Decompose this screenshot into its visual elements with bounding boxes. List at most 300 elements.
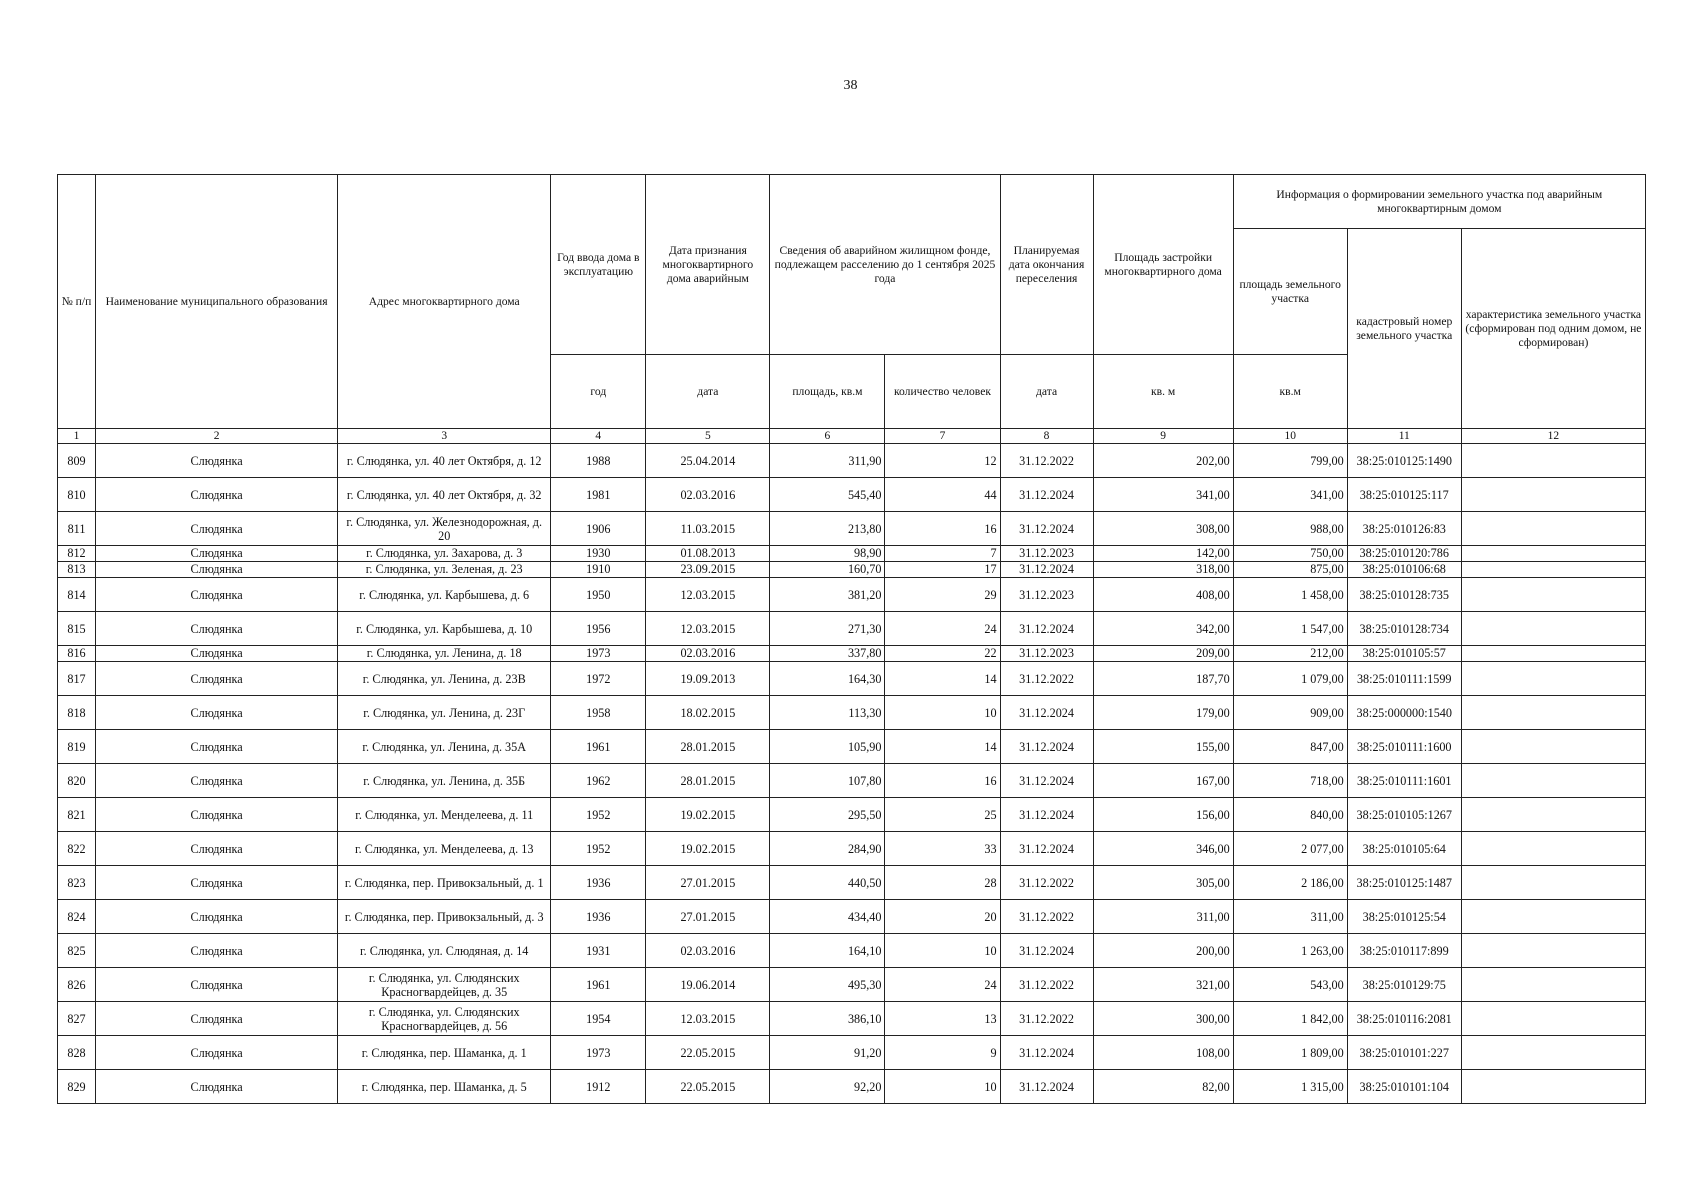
recognition-date-cell: 01.08.2013	[646, 546, 770, 562]
planned-date-cell: 31.12.2023	[1000, 546, 1093, 562]
area-cell: 213,80	[770, 512, 885, 546]
people-cell: 14	[885, 730, 1000, 764]
land-area-cell: 1 315,00	[1233, 1070, 1347, 1104]
address-cell: г. Слюдянка, ул. Слюдяная, д. 14	[338, 934, 551, 968]
building-area-cell: 300,00	[1093, 1002, 1233, 1036]
cadastral-cell: 38:25:010105:57	[1347, 646, 1461, 662]
column-number: 1	[58, 429, 96, 444]
people-cell: 24	[885, 612, 1000, 646]
address-cell: г. Слюдянка, пер. Шаманка, д. 5	[338, 1070, 551, 1104]
header-num: № п/п	[58, 175, 96, 429]
planned-date-cell: 31.12.2022	[1000, 866, 1093, 900]
planned-date-cell: 31.12.2022	[1000, 900, 1093, 934]
row-number: 817	[58, 662, 96, 696]
planned-date-cell: 31.12.2022	[1000, 1002, 1093, 1036]
cadastral-cell: 38:25:010125:54	[1347, 900, 1461, 934]
building-area-cell: 187,70	[1093, 662, 1233, 696]
unit-sqm2: кв.м	[1233, 355, 1347, 429]
year-cell: 1930	[551, 546, 646, 562]
cadastral-cell: 38:25:010117:899	[1347, 934, 1461, 968]
table-body	[58, 444, 1646, 1104]
address-cell: г. Слюдянка, ул. Захарова, д. 3	[338, 546, 551, 562]
municipality-cell: Слюдянка	[96, 612, 338, 646]
cadastral-cell: 38:25:010101:227	[1347, 1036, 1461, 1070]
building-area-cell: 342,00	[1093, 612, 1233, 646]
year-cell: 1961	[551, 968, 646, 1002]
building-area-cell: 179,00	[1093, 696, 1233, 730]
building-area-cell: 200,00	[1093, 934, 1233, 968]
year-cell: 1912	[551, 1070, 646, 1104]
unit-date2: дата	[1000, 355, 1093, 429]
municipality-cell: Слюдянка	[96, 968, 338, 1002]
building-area-cell: 209,00	[1093, 646, 1233, 662]
address-cell: г. Слюдянка, ул. Карбышева, д. 10	[338, 612, 551, 646]
year-cell: 1954	[551, 1002, 646, 1036]
header-address: Адрес многоквартирного дома	[338, 175, 551, 429]
land-char-cell	[1461, 900, 1645, 934]
land-char-cell	[1461, 646, 1645, 662]
planned-date-cell: 31.12.2022	[1000, 444, 1093, 478]
area-cell: 92,20	[770, 1070, 885, 1104]
land-area-cell: 543,00	[1233, 968, 1347, 1002]
planned-date-cell: 31.12.2024	[1000, 832, 1093, 866]
header-cadastral: кадастровый номер земельного участка	[1347, 229, 1461, 429]
people-cell: 20	[885, 900, 1000, 934]
people-cell: 9	[885, 1036, 1000, 1070]
land-area-cell: 750,00	[1233, 546, 1347, 562]
row-number: 815	[58, 612, 96, 646]
row-number: 824	[58, 900, 96, 934]
land-area-cell: 799,00	[1233, 444, 1347, 478]
land-area-cell: 2 186,00	[1233, 866, 1347, 900]
cadastral-cell: 38:25:010116:2081	[1347, 1002, 1461, 1036]
row-number: 822	[58, 832, 96, 866]
table-row	[58, 612, 1646, 646]
people-cell: 14	[885, 662, 1000, 696]
table-row	[58, 1070, 1646, 1104]
recognition-date-cell: 18.02.2015	[646, 696, 770, 730]
table-row	[58, 546, 1646, 562]
row-number: 826	[58, 968, 96, 1002]
row-number: 821	[58, 798, 96, 832]
cadastral-cell: 38:25:010125:1490	[1347, 444, 1461, 478]
land-char-cell	[1461, 866, 1645, 900]
recognition-date-cell: 28.01.2015	[646, 764, 770, 798]
municipality-cell: Слюдянка	[96, 444, 338, 478]
area-cell: 105,90	[770, 730, 885, 764]
land-char-cell	[1461, 1036, 1645, 1070]
land-area-cell: 311,00	[1233, 900, 1347, 934]
land-area-cell: 1 458,00	[1233, 578, 1347, 612]
header-land-area: площадь земельного участка	[1233, 229, 1347, 355]
table-row	[58, 764, 1646, 798]
planned-date-cell: 31.12.2024	[1000, 562, 1093, 578]
planned-date-cell: 31.12.2024	[1000, 934, 1093, 968]
planned-date-cell: 31.12.2023	[1000, 646, 1093, 662]
year-cell: 1962	[551, 764, 646, 798]
people-cell: 10	[885, 934, 1000, 968]
column-number-row	[58, 429, 1646, 444]
recognition-date-cell: 02.03.2016	[646, 646, 770, 662]
cadastral-cell: 38:25:010111:1601	[1347, 764, 1461, 798]
cadastral-cell: 38:25:010120:786	[1347, 546, 1461, 562]
building-area-cell: 408,00	[1093, 578, 1233, 612]
municipality-cell: Слюдянка	[96, 1036, 338, 1070]
year-cell: 1973	[551, 646, 646, 662]
row-number: 825	[58, 934, 96, 968]
land-char-cell	[1461, 546, 1645, 562]
header-emergency-info: Сведения об аварийном жилищном фонде, подлежащем расселению до 1 сентября 2025 года	[770, 175, 1000, 355]
cadastral-cell: 38:25:010105:1267	[1347, 798, 1461, 832]
unit-sqm: кв. м	[1093, 355, 1233, 429]
area-cell: 337,80	[770, 646, 885, 662]
table-row	[58, 1002, 1646, 1036]
land-area-cell: 1 842,00	[1233, 1002, 1347, 1036]
building-area-cell: 155,00	[1093, 730, 1233, 764]
table-row	[58, 578, 1646, 612]
planned-date-cell: 31.12.2023	[1000, 578, 1093, 612]
land-char-cell	[1461, 934, 1645, 968]
municipality-cell: Слюдянка	[96, 696, 338, 730]
column-number: 2	[96, 429, 338, 444]
cadastral-cell: 38:25:010105:64	[1347, 832, 1461, 866]
building-area-cell: 346,00	[1093, 832, 1233, 866]
recognition-date-cell: 22.05.2015	[646, 1036, 770, 1070]
land-area-cell: 212,00	[1233, 646, 1347, 662]
address-cell: г. Слюдянка, ул. Менделеева, д. 11	[338, 798, 551, 832]
row-number: 809	[58, 444, 96, 478]
table-row	[58, 696, 1646, 730]
land-char-cell	[1461, 798, 1645, 832]
people-cell: 16	[885, 512, 1000, 546]
year-cell: 1981	[551, 478, 646, 512]
table-row	[58, 646, 1646, 662]
column-number: 5	[646, 429, 770, 444]
planned-date-cell: 31.12.2024	[1000, 478, 1093, 512]
address-cell: г. Слюдянка, ул. Менделеева, д. 13	[338, 832, 551, 866]
year-cell: 1936	[551, 900, 646, 934]
year-cell: 1906	[551, 512, 646, 546]
municipality-cell: Слюдянка	[96, 646, 338, 662]
land-area-cell: 875,00	[1233, 562, 1347, 578]
land-char-cell	[1461, 832, 1645, 866]
recognition-date-cell: 19.02.2015	[646, 832, 770, 866]
cadastral-cell: 38:25:010126:83	[1347, 512, 1461, 546]
row-number: 810	[58, 478, 96, 512]
year-cell: 1936	[551, 866, 646, 900]
municipality-cell: Слюдянка	[96, 578, 338, 612]
area-cell: 271,30	[770, 612, 885, 646]
land-char-cell	[1461, 1070, 1645, 1104]
building-area-cell: 311,00	[1093, 900, 1233, 934]
area-cell: 98,90	[770, 546, 885, 562]
planned-date-cell: 31.12.2024	[1000, 764, 1093, 798]
cadastral-cell: 38:25:010101:104	[1347, 1070, 1461, 1104]
land-area-cell: 840,00	[1233, 798, 1347, 832]
people-cell: 29	[885, 578, 1000, 612]
municipality-cell: Слюдянка	[96, 798, 338, 832]
row-number: 812	[58, 546, 96, 562]
land-area-cell: 2 077,00	[1233, 832, 1347, 866]
page-number: 38	[843, 78, 858, 93]
planned-date-cell: 31.12.2024	[1000, 1070, 1093, 1104]
unit-date: дата	[646, 355, 770, 429]
people-cell: 7	[885, 546, 1000, 562]
planned-date-cell: 31.12.2024	[1000, 612, 1093, 646]
recognition-date-cell: 11.03.2015	[646, 512, 770, 546]
address-cell: г. Слюдянка, ул. Ленина, д. 18	[338, 646, 551, 662]
building-area-cell: 108,00	[1093, 1036, 1233, 1070]
land-char-cell	[1461, 662, 1645, 696]
area-cell: 495,30	[770, 968, 885, 1002]
row-number: 828	[58, 1036, 96, 1070]
land-char-cell	[1461, 444, 1645, 478]
land-char-cell	[1461, 1002, 1645, 1036]
land-char-cell	[1461, 512, 1645, 546]
cadastral-cell: 38:25:010129:75	[1347, 968, 1461, 1002]
year-cell: 1952	[551, 832, 646, 866]
planned-date-cell: 31.12.2022	[1000, 968, 1093, 1002]
address-cell: г. Слюдянка, ул. 40 лет Октября, д. 12	[338, 444, 551, 478]
land-char-cell	[1461, 478, 1645, 512]
building-area-cell: 341,00	[1093, 478, 1233, 512]
address-cell: г. Слюдянка, ул. Ленина, д. 23Г	[338, 696, 551, 730]
table-row	[58, 444, 1646, 478]
cadastral-cell: 38:25:010128:735	[1347, 578, 1461, 612]
people-cell: 13	[885, 1002, 1000, 1036]
year-cell: 1961	[551, 730, 646, 764]
municipality-cell: Слюдянка	[96, 562, 338, 578]
people-cell: 17	[885, 562, 1000, 578]
area-cell: 311,90	[770, 444, 885, 478]
row-number: 818	[58, 696, 96, 730]
people-cell: 28	[885, 866, 1000, 900]
header-land-info: Информация о формировании земельного участка под аварийным многоквартирным домом	[1233, 175, 1645, 229]
land-area-cell: 1 079,00	[1233, 662, 1347, 696]
people-cell: 44	[885, 478, 1000, 512]
column-number: 7	[885, 429, 1000, 444]
planned-date-cell: 31.12.2024	[1000, 798, 1093, 832]
header-land-char: характеристика земельного участка (сформирован под одним домом, не сформирован)	[1461, 229, 1645, 429]
address-cell: г. Слюдянка, ул. Железнодорожная, д. 20	[338, 512, 551, 546]
area-cell: 164,30	[770, 662, 885, 696]
municipality-cell: Слюдянка	[96, 546, 338, 562]
municipality-cell: Слюдянка	[96, 1002, 338, 1036]
municipality-cell: Слюдянка	[96, 1070, 338, 1104]
table-row	[58, 934, 1646, 968]
address-cell: г. Слюдянка, ул. Слюдянских Красногвардейцев, д. 56	[338, 1002, 551, 1036]
municipality-cell: Слюдянка	[96, 866, 338, 900]
table-row	[58, 512, 1646, 546]
municipality-cell: Слюдянка	[96, 662, 338, 696]
recognition-date-cell: 23.09.2015	[646, 562, 770, 578]
building-area-cell: 321,00	[1093, 968, 1233, 1002]
row-number: 814	[58, 578, 96, 612]
land-char-cell	[1461, 968, 1645, 1002]
table-row	[58, 478, 1646, 512]
recognition-date-cell: 22.05.2015	[646, 1070, 770, 1104]
column-number: 8	[1000, 429, 1093, 444]
people-cell: 24	[885, 968, 1000, 1002]
recognition-date-cell: 12.03.2015	[646, 1002, 770, 1036]
cadastral-cell: 38:25:010111:1599	[1347, 662, 1461, 696]
recognition-date-cell: 27.01.2015	[646, 900, 770, 934]
cadastral-cell: 38:25:010128:734	[1347, 612, 1461, 646]
building-area-cell: 82,00	[1093, 1070, 1233, 1104]
address-cell: г. Слюдянка, пер. Шаманка, д. 1	[338, 1036, 551, 1070]
column-number: 3	[338, 429, 551, 444]
municipality-cell: Слюдянка	[96, 512, 338, 546]
land-area-cell: 341,00	[1233, 478, 1347, 512]
table-row	[58, 900, 1646, 934]
address-cell: г. Слюдянка, ул. Ленина, д. 35Б	[338, 764, 551, 798]
building-area-cell: 318,00	[1093, 562, 1233, 578]
recognition-date-cell: 27.01.2015	[646, 866, 770, 900]
header-municipality: Наименование муниципального образования	[96, 175, 338, 429]
header-recognition-date: Дата признания многоквартирного дома аварийным	[646, 175, 770, 355]
header-year: Год ввода дома в эксплуатацию	[551, 175, 646, 355]
recognition-date-cell: 25.04.2014	[646, 444, 770, 478]
row-number: 813	[58, 562, 96, 578]
address-cell: г. Слюдянка, ул. Ленина, д. 35А	[338, 730, 551, 764]
municipality-cell: Слюдянка	[96, 934, 338, 968]
table-row	[58, 798, 1646, 832]
column-number: 9	[1093, 429, 1233, 444]
area-cell: 386,10	[770, 1002, 885, 1036]
year-cell: 1931	[551, 934, 646, 968]
municipality-cell: Слюдянка	[96, 730, 338, 764]
recognition-date-cell: 28.01.2015	[646, 730, 770, 764]
planned-date-cell: 31.12.2022	[1000, 662, 1093, 696]
people-cell: 10	[885, 1070, 1000, 1104]
unit-area: площадь, кв.м	[770, 355, 885, 429]
land-char-cell	[1461, 612, 1645, 646]
table-row	[58, 662, 1646, 696]
year-cell: 1956	[551, 612, 646, 646]
area-cell: 113,30	[770, 696, 885, 730]
column-number: 10	[1233, 429, 1347, 444]
row-number: 827	[58, 1002, 96, 1036]
municipality-cell: Слюдянка	[96, 478, 338, 512]
row-number: 820	[58, 764, 96, 798]
land-area-cell: 1 547,00	[1233, 612, 1347, 646]
people-cell: 12	[885, 444, 1000, 478]
recognition-date-cell: 19.06.2014	[646, 968, 770, 1002]
table-row	[58, 562, 1646, 578]
land-area-cell: 847,00	[1233, 730, 1347, 764]
planned-date-cell: 31.12.2024	[1000, 730, 1093, 764]
area-cell: 381,20	[770, 578, 885, 612]
area-cell: 91,20	[770, 1036, 885, 1070]
municipality-cell: Слюдянка	[96, 900, 338, 934]
municipality-cell: Слюдянка	[96, 764, 338, 798]
land-char-cell	[1461, 562, 1645, 578]
header-planned-date: Планируемая дата окончания переселения	[1000, 175, 1093, 355]
column-number: 4	[551, 429, 646, 444]
year-cell: 1952	[551, 798, 646, 832]
building-area-cell: 142,00	[1093, 546, 1233, 562]
year-cell: 1972	[551, 662, 646, 696]
area-cell: 164,10	[770, 934, 885, 968]
area-cell: 434,40	[770, 900, 885, 934]
area-cell: 545,40	[770, 478, 885, 512]
address-cell: г. Слюдянка, пер. Привокзальный, д. 3	[338, 900, 551, 934]
recognition-date-cell: 12.03.2015	[646, 612, 770, 646]
planned-date-cell: 31.12.2024	[1000, 696, 1093, 730]
table-row	[58, 832, 1646, 866]
column-number: 12	[1461, 429, 1645, 444]
table-row	[58, 866, 1646, 900]
column-number: 6	[770, 429, 885, 444]
cadastral-cell: 38:25:010111:1600	[1347, 730, 1461, 764]
building-area-cell: 305,00	[1093, 866, 1233, 900]
emergency-housing-table	[57, 174, 1646, 1104]
recognition-date-cell: 19.09.2013	[646, 662, 770, 696]
area-cell: 284,90	[770, 832, 885, 866]
people-cell: 22	[885, 646, 1000, 662]
recognition-date-cell: 02.03.2016	[646, 934, 770, 968]
row-number: 811	[58, 512, 96, 546]
year-cell: 1958	[551, 696, 646, 730]
row-number: 819	[58, 730, 96, 764]
people-cell: 25	[885, 798, 1000, 832]
unit-people: количество человек	[885, 355, 1000, 429]
people-cell: 16	[885, 764, 1000, 798]
table-row	[58, 730, 1646, 764]
recognition-date-cell: 19.02.2015	[646, 798, 770, 832]
address-cell: г. Слюдянка, ул. 40 лет Октября, д. 32	[338, 478, 551, 512]
address-cell: г. Слюдянка, ул. Карбышева, д. 6	[338, 578, 551, 612]
year-cell: 1910	[551, 562, 646, 578]
cadastral-cell: 38:25:000000:1540	[1347, 696, 1461, 730]
address-cell: г. Слюдянка, ул. Ленина, д. 23В	[338, 662, 551, 696]
land-area-cell: 1 263,00	[1233, 934, 1347, 968]
recognition-date-cell: 12.03.2015	[646, 578, 770, 612]
row-number: 829	[58, 1070, 96, 1104]
area-cell: 160,70	[770, 562, 885, 578]
area-cell: 107,80	[770, 764, 885, 798]
address-cell: г. Слюдянка, пер. Привокзальный, д. 1	[338, 866, 551, 900]
column-number: 11	[1347, 429, 1461, 444]
people-cell: 10	[885, 696, 1000, 730]
header-building-area: Площадь застройки многоквартирного дома	[1093, 175, 1233, 355]
address-cell: г. Слюдянка, ул. Зеленая, д. 23	[338, 562, 551, 578]
row-number: 816	[58, 646, 96, 662]
land-area-cell: 1 809,00	[1233, 1036, 1347, 1070]
building-area-cell: 202,00	[1093, 444, 1233, 478]
year-cell: 1973	[551, 1036, 646, 1070]
land-area-cell: 909,00	[1233, 696, 1347, 730]
planned-date-cell: 31.12.2024	[1000, 512, 1093, 546]
municipality-cell: Слюдянка	[96, 832, 338, 866]
building-area-cell: 308,00	[1093, 512, 1233, 546]
year-cell: 1988	[551, 444, 646, 478]
land-char-cell	[1461, 764, 1645, 798]
recognition-date-cell: 02.03.2016	[646, 478, 770, 512]
area-cell: 295,50	[770, 798, 885, 832]
building-area-cell: 167,00	[1093, 764, 1233, 798]
cadastral-cell: 38:25:010125:1487	[1347, 866, 1461, 900]
building-area-cell: 156,00	[1093, 798, 1233, 832]
table-row	[58, 1036, 1646, 1070]
land-char-cell	[1461, 696, 1645, 730]
address-cell: г. Слюдянка, ул. Слюдянских Красногвардейцев, д. 35	[338, 968, 551, 1002]
year-cell: 1950	[551, 578, 646, 612]
row-number: 823	[58, 866, 96, 900]
cadastral-cell: 38:25:010125:117	[1347, 478, 1461, 512]
land-char-cell	[1461, 578, 1645, 612]
cadastral-cell: 38:25:010106:68	[1347, 562, 1461, 578]
